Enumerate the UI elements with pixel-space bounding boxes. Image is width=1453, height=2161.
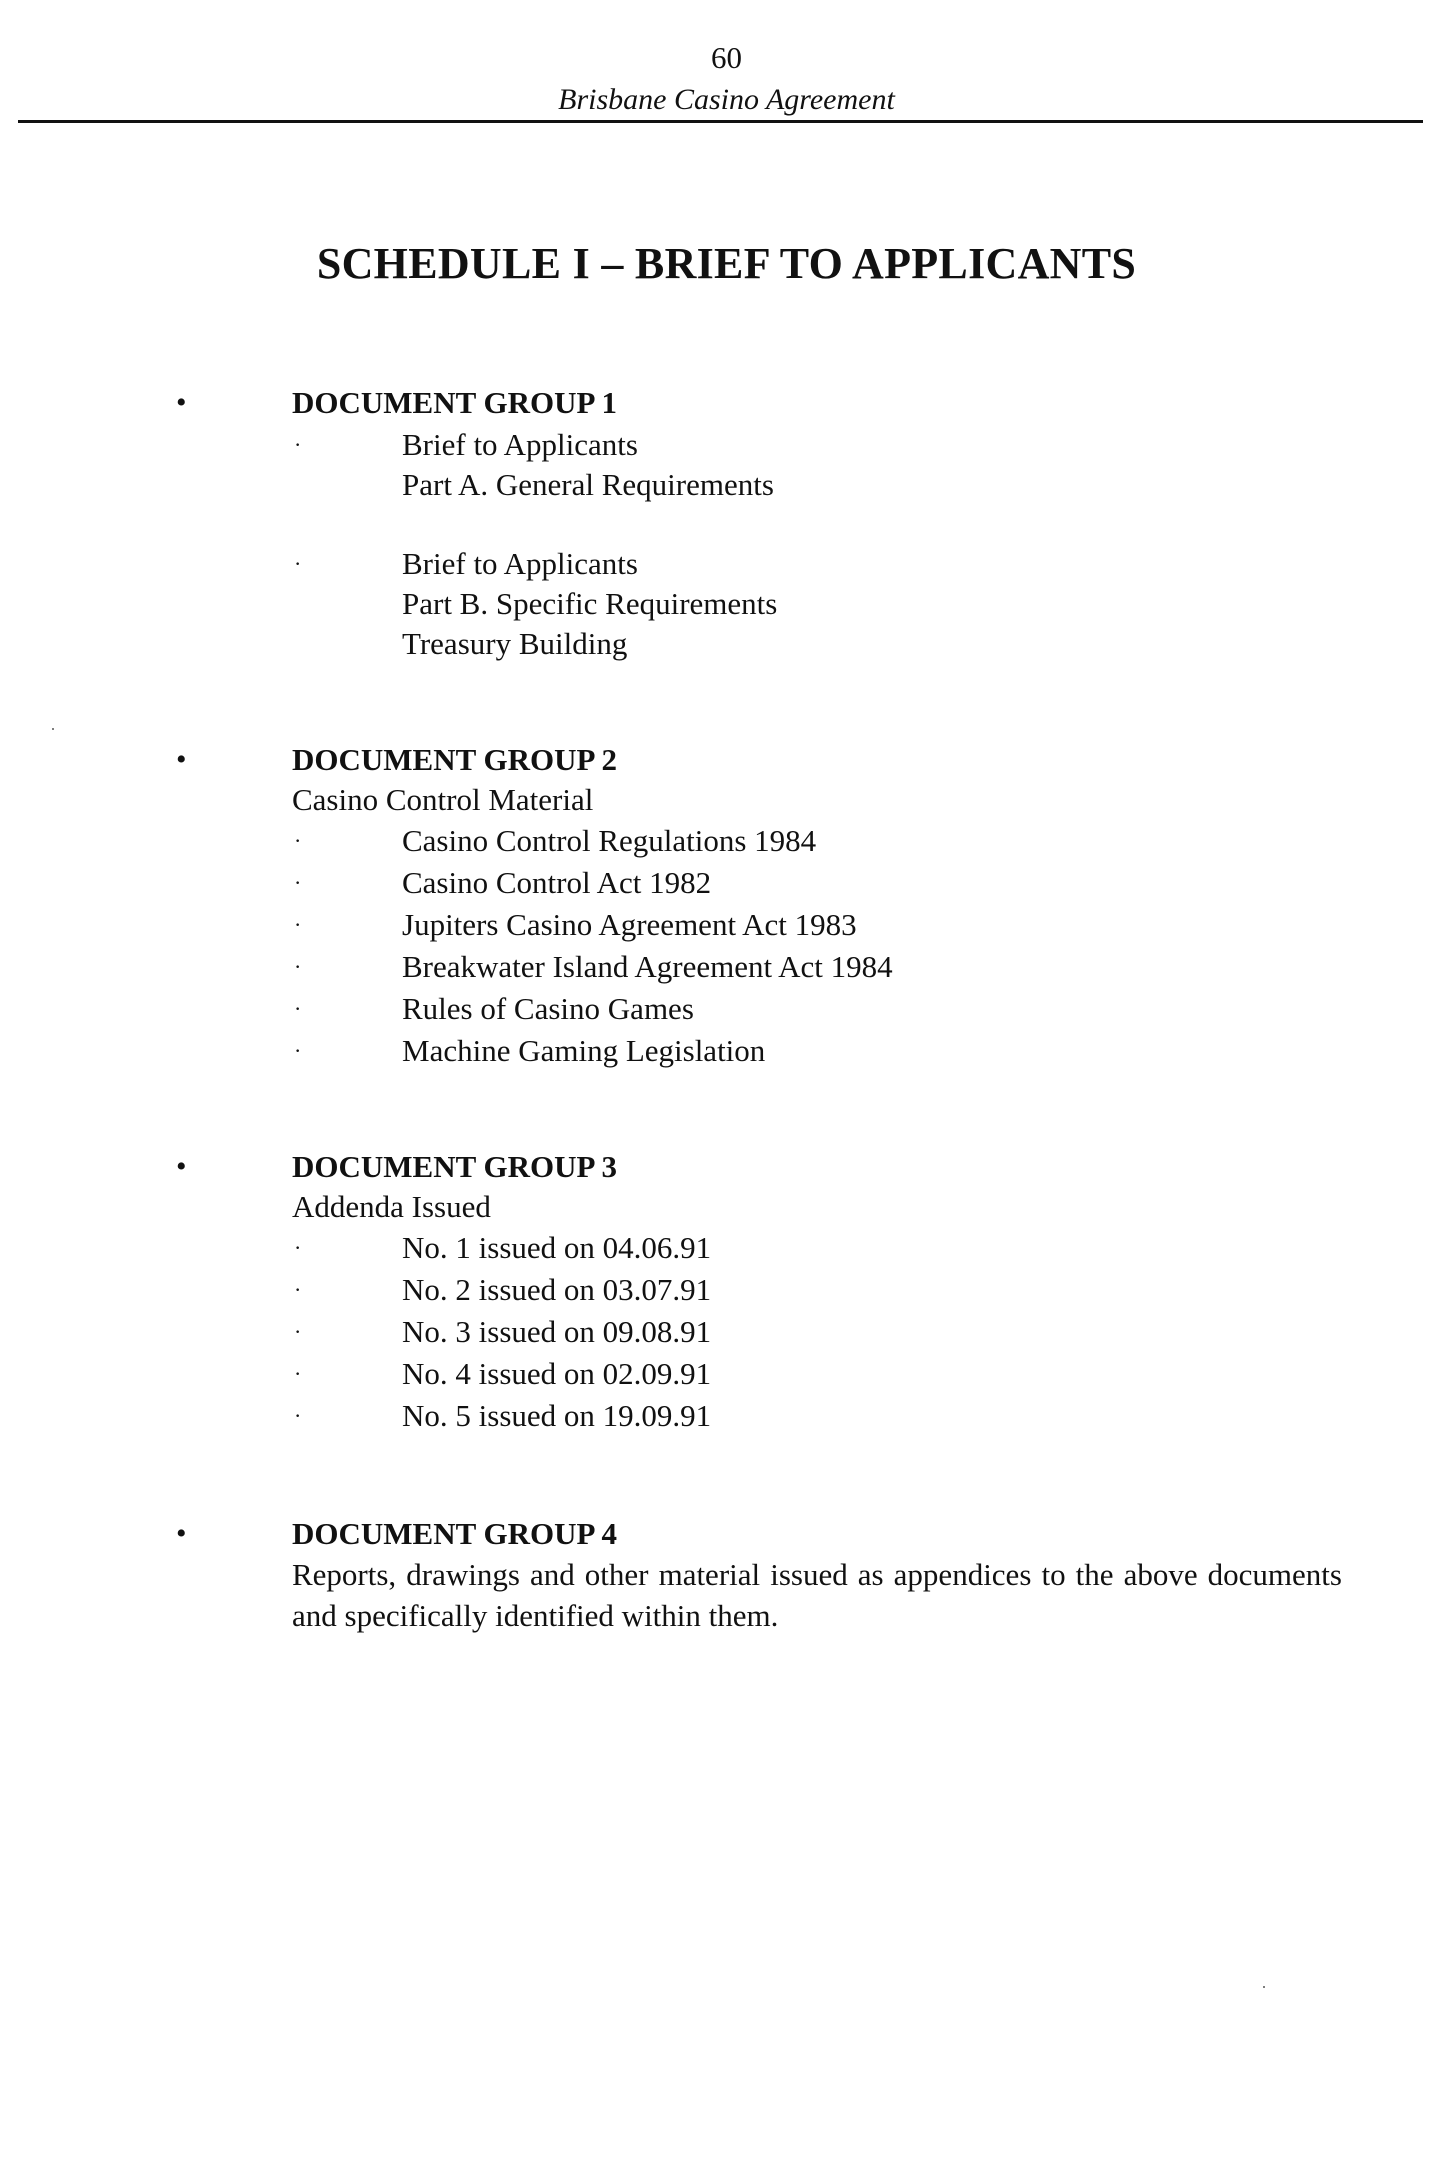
group-heading: DOCUMENT GROUP 1 <box>292 385 617 420</box>
running-header: Brisbane Casino Agreement <box>558 83 895 116</box>
group-heading: DOCUMENT GROUP 3 <box>292 1149 617 1184</box>
item-line: Part A. General Requirements <box>402 467 774 502</box>
scan-speck <box>52 728 54 730</box>
group-bullet: • <box>176 743 187 776</box>
item-bullet: · <box>294 1319 302 1344</box>
item-line: Breakwater Island Agreement Act 1984 <box>402 949 893 984</box>
item-line: Part B. Specific Requirements <box>402 586 778 621</box>
item-bullet: · <box>294 1277 302 1302</box>
item-bullet: · <box>294 828 302 853</box>
item-line: Casino Control Regulations 1984 <box>402 823 817 858</box>
group-heading: DOCUMENT GROUP 4 <box>292 1516 617 1551</box>
scan-speck <box>1263 1986 1265 1988</box>
schedule-title: SCHEDULE I – BRIEF TO APPLICANTS <box>316 239 1137 288</box>
item-bullet: · <box>294 1403 302 1428</box>
item-bullet: · <box>294 551 302 576</box>
item-line: No. 4 issued on 02.09.91 <box>402 1356 712 1391</box>
item-bullet: · <box>294 996 302 1021</box>
item-bullet: · <box>294 954 302 979</box>
item-line: Brief to Applicants <box>402 427 638 462</box>
item-line: Rules of Casino Games <box>402 991 694 1026</box>
header-rule <box>18 120 1423 123</box>
group-paragraph: Reports, drawings and other material issued as appendices to the above documents and specifically identified within them. <box>292 1557 1342 1633</box>
group-bullet: • <box>176 1517 187 1550</box>
item-line: No. 2 issued on 03.07.91 <box>402 1272 712 1307</box>
item-bullet: · <box>294 870 302 895</box>
group-subheading: Addenda Issued <box>292 1189 491 1224</box>
group-bullet: • <box>176 386 187 419</box>
group-bullet: • <box>176 1150 187 1183</box>
item-line: No. 1 issued on 04.06.91 <box>402 1230 712 1265</box>
page-number: 60 <box>711 40 742 75</box>
item-line: Brief to Applicants <box>402 546 638 581</box>
item-line: No. 3 issued on 09.08.91 <box>402 1314 712 1349</box>
item-bullet: · <box>294 1361 302 1386</box>
item-line: No. 5 issued on 19.09.91 <box>402 1398 712 1433</box>
item-bullet: · <box>294 1038 302 1063</box>
item-line: Casino Control Act 1982 <box>402 865 712 900</box>
item-bullet: · <box>294 912 302 937</box>
item-bullet: · <box>294 432 302 457</box>
group-heading: DOCUMENT GROUP 2 <box>292 742 617 777</box>
item-line: Treasury Building <box>402 626 628 661</box>
item-bullet: · <box>294 1235 302 1260</box>
item-line: Jupiters Casino Agreement Act 1983 <box>402 907 857 942</box>
group-subheading: Casino Control Material <box>292 782 594 817</box>
item-line: Machine Gaming Legislation <box>402 1033 766 1068</box>
